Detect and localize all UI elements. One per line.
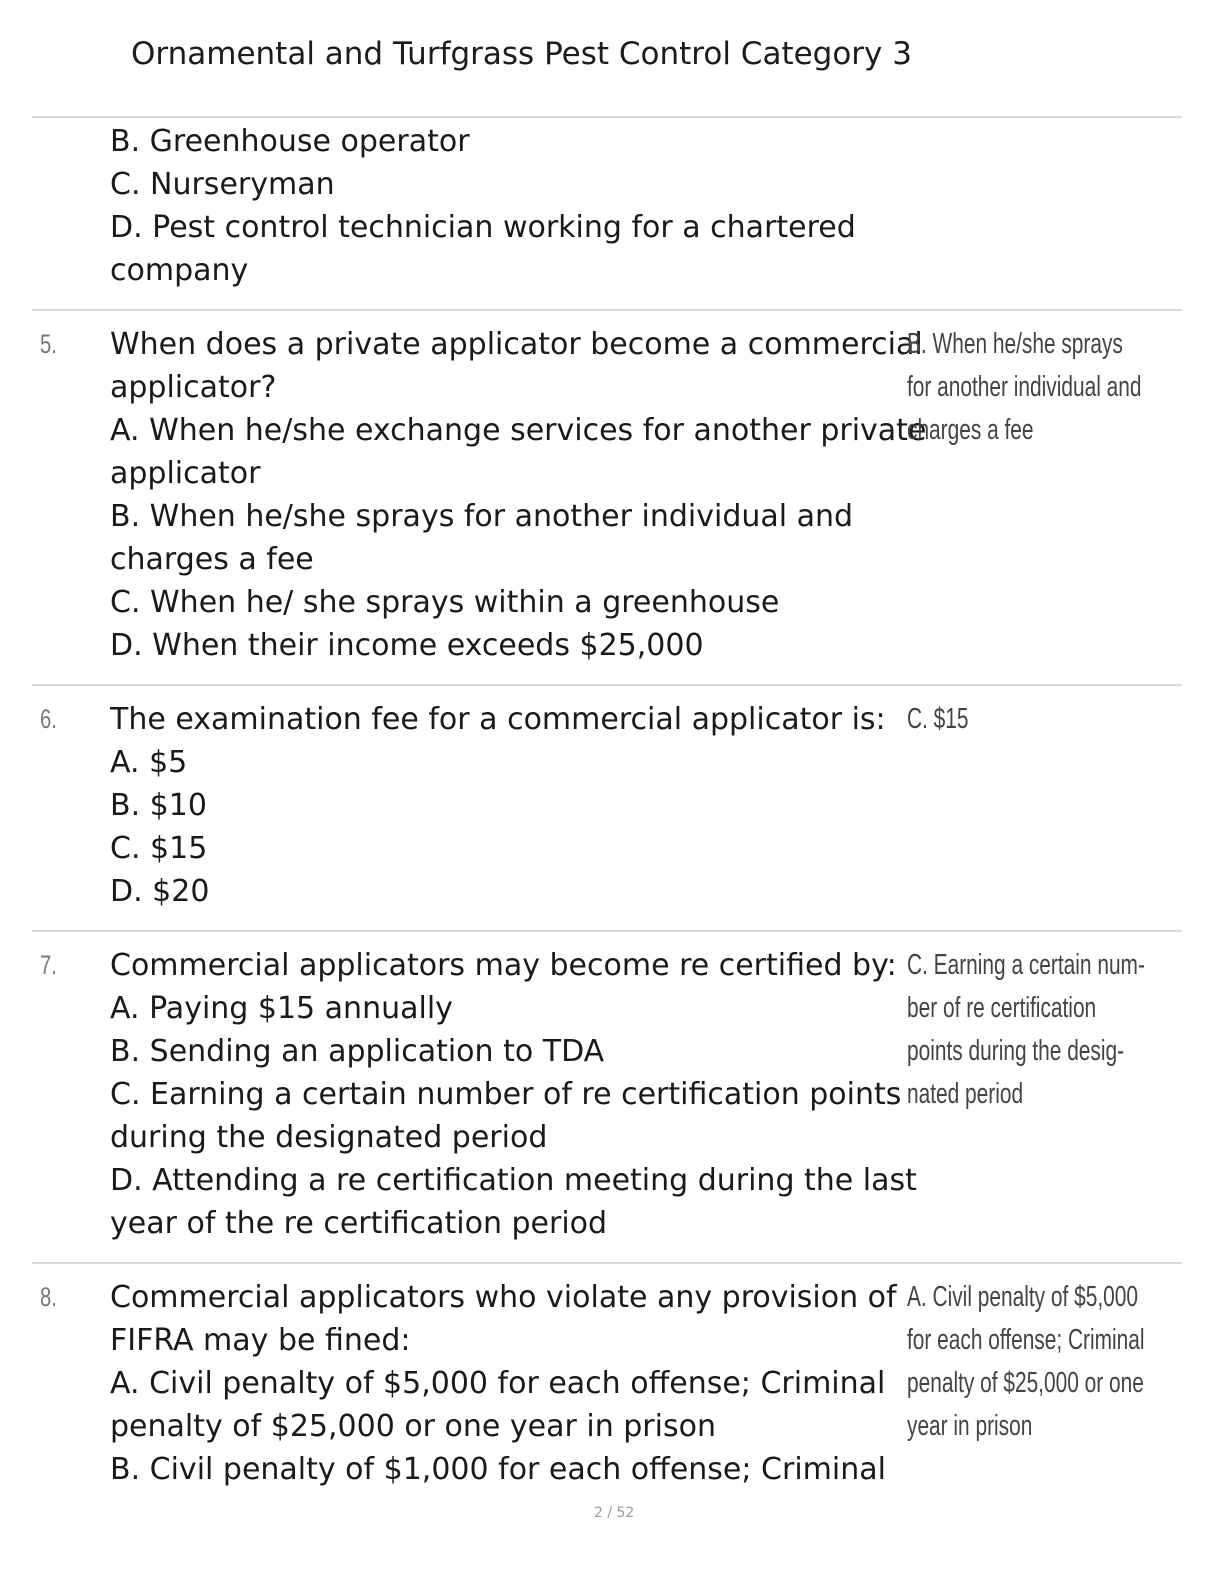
option-line: applicator	[110, 456, 261, 491]
option-line: C. Earning a certain number of re certification points	[110, 1077, 902, 1112]
option-line: company	[110, 253, 249, 288]
option-line: B. When he/she sprays for another individual and	[110, 499, 854, 534]
question-text	[110, 1276, 905, 1491]
option-line: B. Greenhouse operator	[110, 124, 470, 159]
answer-line: charges a fee	[907, 414, 1034, 446]
answer-line: C. Earning a certain num-	[907, 949, 1145, 981]
answer-line: A. Civil penalty of $5,000	[907, 1281, 1138, 1313]
option-line: A. Civil penalty of $5,000 for each offense; Criminal	[110, 1366, 886, 1401]
question-number: 7.	[40, 950, 57, 980]
option-line: B. $10	[110, 788, 207, 823]
option-line: year of the re certification period	[110, 1206, 608, 1241]
option-line: D. Pest control technician working for a chartered	[110, 210, 856, 245]
question-line: Commercial applicators who violate any provision of	[110, 1280, 897, 1315]
divider	[32, 1262, 1182, 1264]
question-text	[110, 698, 905, 913]
answer	[907, 944, 1145, 1116]
question-line: Commercial applicators may become re certified by:	[110, 948, 897, 983]
answer-line: B. When he/she sprays	[907, 328, 1123, 360]
question-number: 8.	[40, 1282, 57, 1312]
answer-line: points during the desig-	[907, 1035, 1125, 1067]
option-line: during the designated period	[110, 1120, 548, 1155]
option-line: C. $15	[110, 831, 208, 866]
answer-line: year in prison	[907, 1410, 1033, 1442]
divider	[32, 684, 1182, 686]
option-line: A. $5	[110, 745, 188, 780]
divider	[32, 309, 1182, 311]
answer	[907, 1276, 1145, 1448]
option-line: D. $20	[110, 874, 210, 909]
question-line: FIFRA may be fined:	[110, 1323, 411, 1358]
option-line: D. When their income exceeds $25,000	[110, 628, 704, 663]
option-line: A. When he/she exchange services for another private	[110, 413, 927, 448]
answer	[907, 323, 1141, 452]
option-line: A. Paying $15 annually	[110, 991, 453, 1026]
answer-line: penalty of $25,000 or one	[907, 1367, 1144, 1399]
question-line: When does a private applicator become a commercial	[110, 327, 923, 362]
option-line: B. Civil penalty of $1,000 for each offense; Criminal	[110, 1452, 886, 1487]
page-title: Ornamental and Turfgrass Pest Control Category 3	[131, 36, 912, 72]
question-text	[110, 323, 927, 667]
answer-line: C. $15	[907, 703, 969, 735]
divider	[32, 930, 1182, 932]
question-options	[110, 120, 905, 292]
question-number: 5.	[40, 329, 57, 359]
question-line: applicator?	[110, 370, 277, 405]
answer-line: for another individual and	[907, 371, 1142, 403]
divider	[32, 116, 1182, 118]
answer-line: ber of re certification	[907, 992, 1097, 1024]
answer	[907, 698, 969, 741]
option-line: charges a fee	[110, 542, 314, 577]
question-line: The examination fee for a commercial applicator is:	[110, 702, 886, 737]
option-line: D. Attending a re certification meeting during the last	[110, 1163, 917, 1198]
question-number: 6.	[40, 704, 57, 734]
page-number: 2 / 52	[594, 1505, 635, 1521]
answer-line: nated period	[907, 1078, 1024, 1110]
option-line: penalty of $25,000 or one year in prison	[110, 1409, 716, 1444]
option-line: B. Sending an application to TDA	[110, 1034, 605, 1069]
question-text	[110, 944, 917, 1245]
option-line: C. Nurseryman	[110, 167, 335, 202]
answer-line: for each offense; Criminal	[907, 1324, 1145, 1356]
option-line: C. When he/ she sprays within a greenhouse	[110, 585, 780, 620]
